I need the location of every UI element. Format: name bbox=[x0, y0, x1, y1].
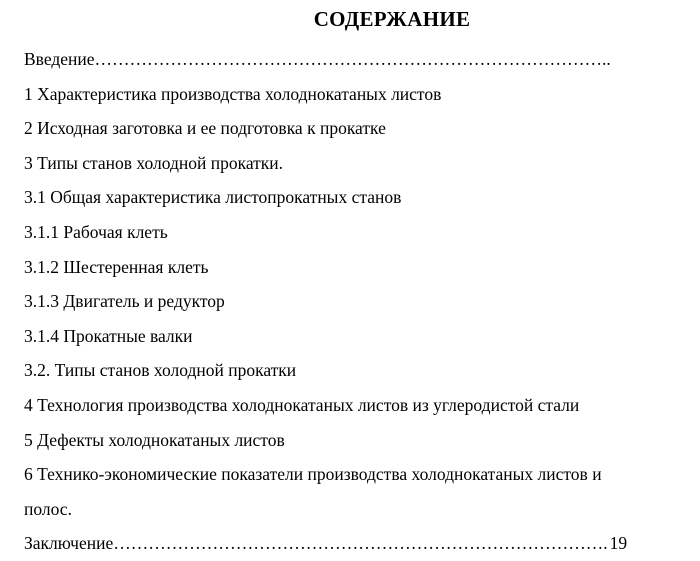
toc-entry-text: Заключение bbox=[24, 533, 114, 554]
toc-entry-text: 3.1.4 Прокатные валки bbox=[24, 325, 193, 346]
toc-entry-3-1-4 bbox=[24, 319, 696, 354]
toc-entry-1 bbox=[24, 77, 696, 112]
toc-entry-text: 3.1.1 Рабочая клеть bbox=[24, 221, 168, 242]
toc-entry-text: 3.1.3 Двигатель и редуктор bbox=[24, 291, 225, 312]
toc-leader-dots: …………………………………………………………………………….. bbox=[94, 49, 611, 69]
toc-entry-introduction bbox=[24, 42, 696, 77]
toc-entry-4 bbox=[24, 388, 696, 423]
toc-entry-text: 5 Дефекты холоднокатаных листов bbox=[24, 429, 285, 450]
toc-entry-text: 3.1.2 Шестеренная клеть bbox=[24, 256, 209, 277]
toc-entry-text: Введение bbox=[24, 49, 95, 69]
toc-entry-text: 6 Технико-экономические показатели производства холоднокатаных листов и bbox=[24, 464, 602, 485]
toc-entry-3-1-2 bbox=[24, 250, 696, 285]
toc-entry-text: 3.1 Общая характеристика листопрокатных станов bbox=[24, 187, 402, 208]
toc-entry-3 bbox=[24, 146, 696, 181]
toc-page-number: 19 bbox=[609, 533, 628, 554]
toc-leader-dots: …………………………………………………………………………. bbox=[113, 533, 608, 554]
toc-entry-6 bbox=[24, 457, 696, 492]
toc-entry-conclusion bbox=[24, 526, 696, 561]
toc-entry-2 bbox=[24, 111, 696, 146]
toc-entry-3-1-3 bbox=[24, 284, 696, 319]
toc-entry-text: 3.2. Типы станов холодной прокатки bbox=[24, 360, 297, 381]
toc-entry-text: полос. bbox=[24, 498, 72, 519]
toc-title: СОДЕРЖАНИЕ bbox=[313, 7, 471, 31]
toc-entry-5 bbox=[24, 423, 696, 458]
toc-entry-3-1-1 bbox=[24, 215, 696, 250]
toc-entry-3-2 bbox=[24, 353, 696, 388]
toc-entry-6-continued bbox=[24, 492, 696, 527]
toc-entry-text: 2 Исходная заготовка и ее подготовка к прокатке bbox=[24, 118, 386, 139]
toc-entry-text: 4 Технология производства холоднокатаных листов из углеродистой стали bbox=[24, 394, 580, 415]
toc-list bbox=[24, 42, 696, 561]
toc-entry-text: 3 Типы станов холодной прокатки. bbox=[24, 152, 284, 173]
toc-entry-text: 1 Характеристика производства холоднокатаных листов bbox=[24, 83, 442, 104]
toc-entry-3-1 bbox=[24, 180, 696, 215]
